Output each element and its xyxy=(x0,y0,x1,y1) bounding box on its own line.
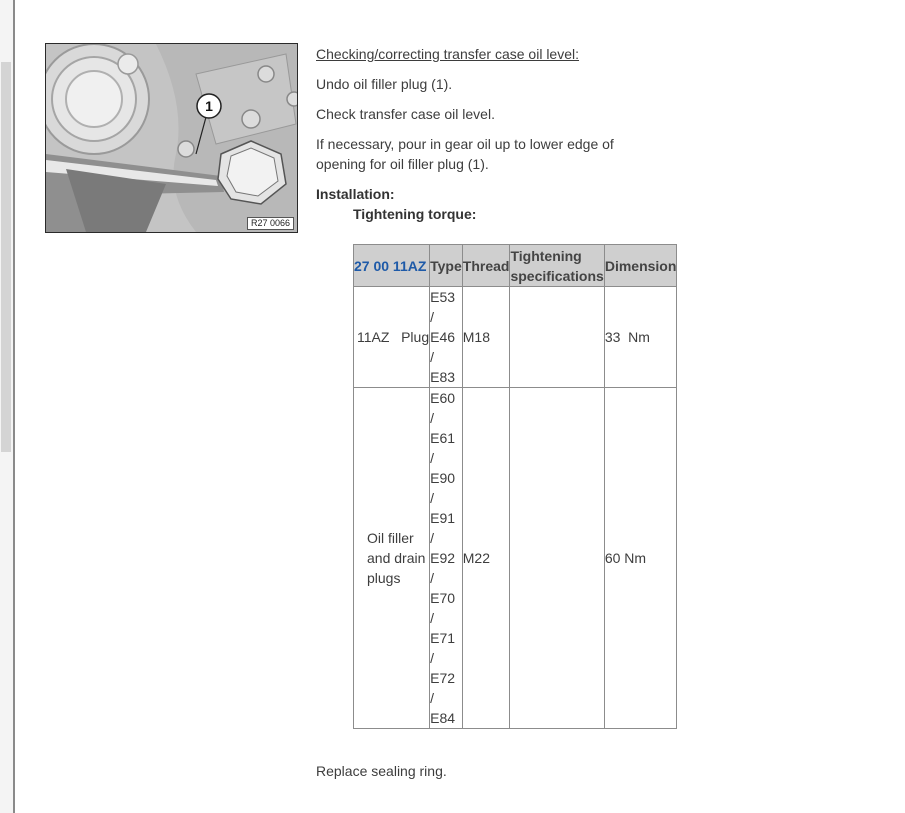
left-panel-divider xyxy=(13,0,15,813)
installation-label: Installation: xyxy=(316,186,395,202)
tightening-torque-label: Tightening torque: xyxy=(353,206,477,222)
row1-types: E53 / E46 / E83 xyxy=(430,287,463,388)
header-tightening-spec xyxy=(510,245,604,287)
header-thread: Thread xyxy=(462,245,510,287)
row2-types: E60 / E61 / E90 / E91 / E92 / E70 / E71 / E72 / E84 xyxy=(430,388,463,729)
step-pour-oil-line2: opening for oil filler plug (1). xyxy=(316,156,489,172)
tightening-torque-table xyxy=(353,244,677,729)
transfer-case-illustration xyxy=(45,43,298,233)
row2-name: Oil filler and drain plugs xyxy=(354,388,430,729)
row1-thread: M18 xyxy=(462,287,510,388)
callout-number: 1 xyxy=(205,98,213,114)
row1-name: 11AZ Plug xyxy=(354,287,430,388)
step-replace-sealing-ring: Replace sealing ring. xyxy=(316,763,447,779)
row2-thread: M22 xyxy=(462,388,510,729)
row2-dimension: 60 Nm xyxy=(604,388,677,729)
step-undo-plug: Undo oil filler plug (1). xyxy=(316,76,453,92)
image-code-label: R27 0066 xyxy=(247,217,294,230)
row2-spec xyxy=(510,388,604,729)
table-row xyxy=(354,287,677,388)
header-type: Type xyxy=(430,245,463,287)
step-pour-oil-line1: If necessary, pour in gear oil up to lower edge of xyxy=(316,136,614,152)
step-check-level: Check transfer case oil level. xyxy=(316,106,495,122)
header-spec-line2: specifications xyxy=(510,267,604,284)
header-dimension: Dimension xyxy=(604,245,677,287)
header-spec-line1: Tightening xyxy=(510,247,582,264)
left-scrollbar-thumb[interactable] xyxy=(1,62,11,452)
row1-spec xyxy=(510,287,604,388)
transfer-case-drawing xyxy=(46,44,297,232)
section-heading-link[interactable]: Checking/correcting transfer case oil level: xyxy=(316,46,580,62)
table-row xyxy=(354,388,677,729)
header-code-link[interactable]: 27 00 11AZ xyxy=(354,245,430,287)
table-header-row xyxy=(354,245,677,287)
row1-dimension: 33 Nm xyxy=(604,287,677,388)
